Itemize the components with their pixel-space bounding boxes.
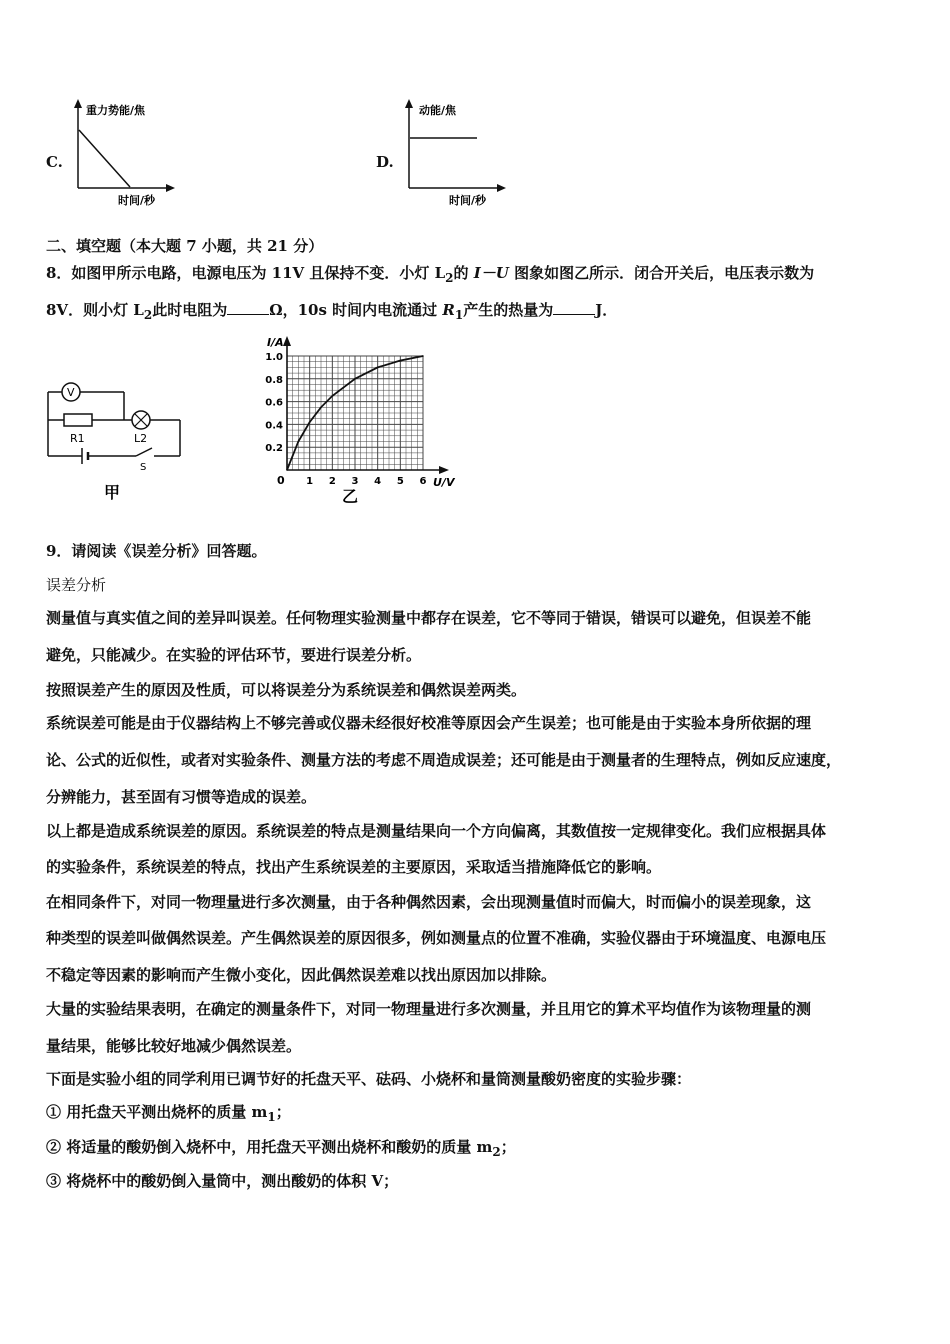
resistor-r1-icon: [64, 414, 92, 426]
article-line: 测量值与真实值之间的差异叫误差。任何物理实验测量中都存在误差，它不等同于错误，错误可以避免，但误差不能: [46, 609, 812, 627]
y-axis-arrow: [283, 336, 291, 346]
svg-text:V: V: [67, 386, 75, 399]
switch-icon: [136, 448, 152, 456]
article-line: 按照误差产生的原因及性质，可以将误差分为系统误差和偶然误差两类。: [46, 681, 527, 699]
y-axis-label: I/A: [267, 336, 284, 349]
article-line: 避免，只能减少。在实验的评估环节，要进行误差分析。: [46, 646, 422, 664]
step-2: ② 将适量的酸奶倒入烧杯中，用托盘天平测出烧杯和酸奶的质量 $m_2$；: [46, 1138, 516, 1159]
y-tick-label: 0.2: [265, 443, 283, 455]
article-line: 论、公式的近似性，或者对实验条件、测量方法的考虑不周造成误差；还可能是由于测量者的生理特点，例如反应速度，: [46, 751, 842, 769]
data-point: [309, 421, 311, 423]
x-axis-label: U/V: [433, 476, 455, 489]
y-tick-label: 0.4: [265, 420, 283, 432]
x-tick-label: 2: [328, 476, 336, 487]
circuit-caption: 甲: [104, 483, 121, 502]
article-line: 以上都是造成系统误差的原因。系统误差的特点是测量结果向一个方向偏离，其数值按一定规律变化。我们应根据具体: [46, 822, 827, 840]
x-tick-label: 6: [419, 476, 427, 487]
step-3: ③ 将烧杯中的酸奶倒入量筒中，测出酸奶的体积 V；: [46, 1172, 399, 1190]
y-tick-label: 1.0: [265, 352, 283, 363]
article-title: 误差分析: [46, 576, 107, 594]
x-tick-label: 3: [351, 476, 359, 487]
data-point: [286, 469, 288, 471]
chart-caption: 乙: [341, 487, 359, 506]
decreasing-line: [79, 130, 130, 187]
data-point: [332, 395, 334, 397]
article-line: 下面是实验小组的同学利用已调节好的托盘天平、砝码、小烧杯和量筒测量酸奶密度的实验步骤：: [46, 1070, 692, 1088]
article-line: 在相同条件下，对同一物理量进行多次测量，由于各种偶然因素，会出现测量值时而偏大，时而偏小的误差现象，这: [46, 893, 812, 911]
x-tick-label: 5: [396, 476, 404, 487]
article-line: 分辨能力，甚至固有习惯等造成的误差。: [46, 788, 317, 806]
svg-text:L2: L2: [134, 432, 148, 445]
step-1: ① 用托盘天平测出烧杯的质量 $m_1$；: [46, 1103, 291, 1124]
article-line: 量结果，能够比较好地减少偶然误差。: [46, 1037, 302, 1055]
data-point: [377, 367, 379, 369]
article-line: 的实验条件，系统误差的特点，找出产生系统误差的主要原因，采取适当措施降低它的影响。: [46, 858, 662, 876]
svg-text:R1: R1: [70, 432, 85, 445]
option-d-label: D.: [376, 153, 394, 171]
section-heading: 二、填空题（本大题 7 小题，共 21 分）: [46, 237, 324, 255]
data-point: [320, 407, 322, 409]
x-tick-label: 1: [306, 476, 314, 487]
q8-line2: 8V．则小灯 $L_2$此时电阻为 Ω，10s 时间内电流通过 $R_1$产生的热量为 J．: [46, 301, 618, 322]
data-point: [298, 441, 300, 443]
x-axis-arrow: [439, 466, 449, 474]
svg-text:S: S: [140, 462, 147, 473]
option-c-label: C.: [46, 153, 63, 171]
q9-title: 9．请阅读《误差分析》回答题。: [46, 542, 267, 560]
x-axis-label: 时间/秒: [118, 194, 156, 207]
answer-blank-heat[interactable]: [553, 300, 595, 315]
article-line: 系统误差可能是由于仪器结构上不够完善或仪器未经很好校准等原因会产生误差；也可能是由于实验本身所依据的理: [46, 714, 812, 732]
iu-chart: [255, 330, 470, 510]
x-tick-label: 4: [374, 476, 382, 487]
data-point: [400, 360, 402, 362]
y-tick-label: 0.6: [265, 397, 283, 409]
y-axis-label: 动能/焦: [419, 104, 457, 117]
q8-line1: 8．如图甲所示电路，电源电压为 11V 且保持不变．小灯 $L_2$的 I－U 图象如图乙所示．闭合开关后，电压表示数为: [46, 264, 815, 285]
y-axis-label: 重力势能/焦: [86, 104, 146, 117]
data-point: [422, 355, 424, 357]
y-tick-label: 0.8: [265, 374, 283, 386]
option-d-graph: [393, 96, 511, 208]
x-axis-label: 时间/秒: [449, 194, 487, 207]
answer-blank-resistance[interactable]: [227, 300, 269, 315]
article-line: 大量的实验结果表明，在确定的测量条件下，对同一物理量进行多次测量，并且用它的算术平均值作为该物理量的测: [46, 1000, 812, 1018]
article-line: 不稳定等因素的影响而产生微小变化，因此偶然误差难以找出原因加以排除。: [46, 966, 557, 984]
data-point: [354, 378, 356, 380]
option-c-graph: [62, 96, 180, 208]
circuit-diagram: [40, 368, 190, 508]
article-line: 种类型的误差叫做偶然误差。产生偶然误差的原因很多，例如测量点的位置不准确，实验仪器由于环境温度、电源电压: [46, 929, 827, 947]
origin-label: 0: [277, 474, 285, 487]
